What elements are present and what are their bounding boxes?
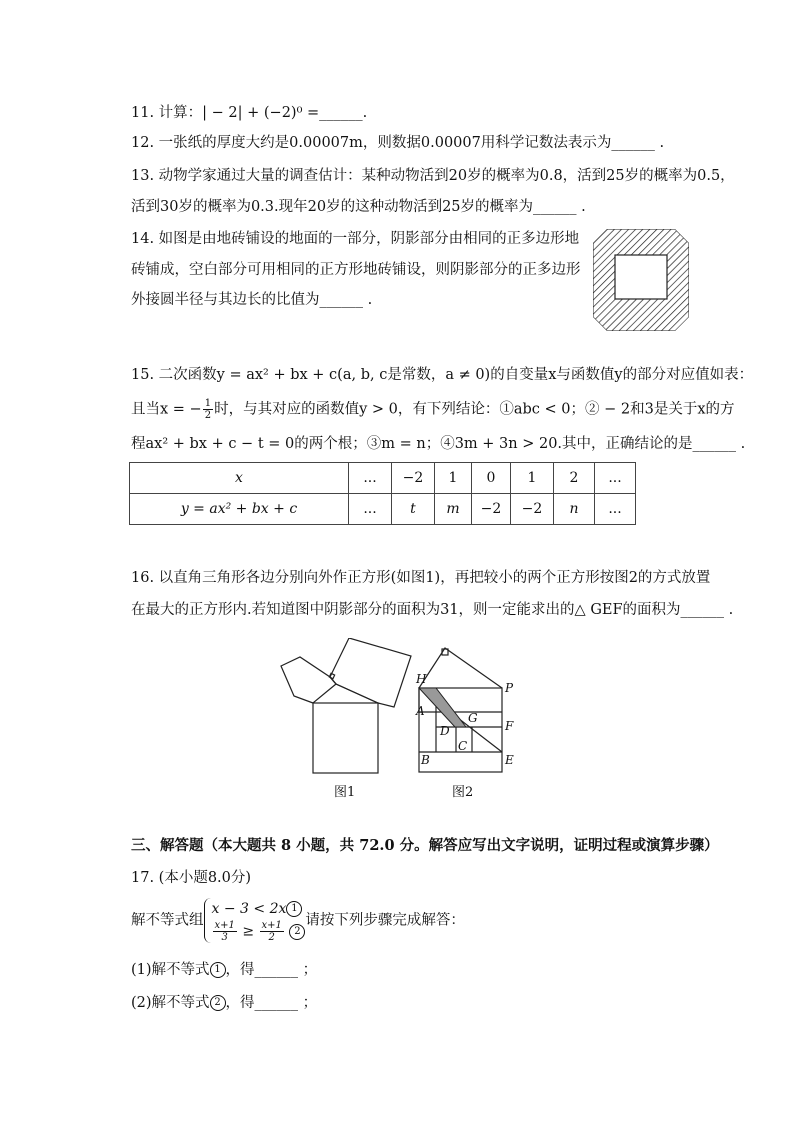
question-16-line2: 在最大的正方形内.若知道图中阴影部分的面积为31，则一定能求出的△ GEF的面积为______ .: [131, 602, 734, 618]
table-row: [130, 463, 636, 494]
question-14-line1: 14. 如图是由地砖铺设的地面的一部分，阴影部分由相同的正多边形地: [131, 231, 580, 247]
table-cell: ...: [595, 494, 636, 525]
figure-1: [278, 638, 414, 776]
q15-line2-start: 且当x = −: [131, 401, 202, 418]
table-cell: x: [130, 463, 349, 494]
table-cell: 0: [472, 463, 511, 494]
table-cell: n: [554, 494, 595, 525]
figure-2: [410, 640, 530, 776]
table-cell: m: [435, 494, 472, 525]
label-p: P: [505, 681, 514, 695]
label-b: B: [421, 753, 430, 767]
label-c: C: [458, 739, 468, 753]
question-15-line3: 程ax² + bx + c − t = 0的两个根；③m = n；④3m + 3n > 20.其中，正确结论的是______ .: [131, 436, 746, 452]
question-13-line2: 活到30岁的概率为0.3.现年20岁的这种动物活到25岁的概率为______ .: [131, 199, 586, 215]
system-suffix: 请按下列步骤完成解答：: [305, 912, 465, 929]
table-cell: 1: [511, 463, 554, 494]
table-cell: 1: [435, 463, 472, 494]
question-15-line2: [131, 398, 735, 421]
table-cell: ...: [349, 463, 392, 494]
question-14-line3: 外接圆半径与其边长的比值为______ .: [131, 292, 373, 308]
question-13-line1: 13. 动物学家通过大量的调查估计：某种动物活到20岁的概率为0.8，活到25岁的概率为0.5，: [131, 168, 735, 184]
question-15-line1: 15. 二次函数y = ax² + bx + c(a, b, c是常数，a ≠ 0)的自变量x与函数值y的部分对应值如表：: [131, 367, 754, 383]
label-e: E: [505, 753, 514, 767]
system-prefix: 解不等式组: [131, 912, 204, 929]
question-11: 11. 计算：| − 2| + (−2)⁰ =______.: [131, 105, 368, 121]
inequality-1: x − 3 < 2x 1: [212, 898, 306, 920]
label-a: A: [416, 704, 425, 718]
question-17-header: 17. (本小题8.0分): [131, 870, 252, 886]
table-cell: −2: [392, 463, 435, 494]
table-cell: −2: [511, 494, 554, 525]
label-d: D: [440, 724, 450, 738]
question-14-line2: 砖铺成，空白部分可用相同的正方形地砖铺设，则阴影部分的正多边形: [131, 262, 581, 278]
inequality-2: $\frac{x+1}{3}$ ≥ $\frac{x+1}{2}$ 2: [212, 920, 306, 943]
inequality-system: [131, 898, 465, 943]
step-1: (1)解不等式 1 ，得______ ；: [131, 962, 318, 978]
question-16-line1: 16. 以直角三角形各边分别向外作正方形(如图1)，再把较小的两个正方形按图2的方式放置: [131, 570, 711, 586]
table-row: [130, 494, 636, 525]
half-fraction: $\frac{1}{2}$: [204, 398, 212, 421]
q15-line2-end: 时，与其对应的函数值y > 0，有下列结论：①abc < 0；② − 2和3是关于x的方: [214, 401, 735, 418]
figure-2-caption: 图2: [452, 785, 474, 800]
table-cell: ...: [595, 463, 636, 494]
question-12: 12. 一张纸的厚度大约是0.00007m，则数据0.00007用科学记数法表示为______ .: [131, 135, 665, 151]
value-table: [129, 462, 636, 525]
tile-figure: [593, 229, 689, 331]
table-cell: ...: [349, 494, 392, 525]
label-g: G: [468, 711, 478, 725]
table-cell: y = ax² + bx + c: [130, 494, 349, 525]
table-cell: 2: [554, 463, 595, 494]
figure-1-caption: 图1: [334, 785, 356, 800]
label-f: F: [505, 719, 514, 733]
step-2: (2)解不等式 2 ，得______ ；: [131, 995, 318, 1011]
table-cell: −2: [472, 494, 511, 525]
label-h: H: [416, 672, 427, 686]
table-cell: t: [392, 494, 435, 525]
system-brace: [204, 898, 306, 943]
section-3-heading: 三、解答题（本大题共 8 小题，共 72.0 分。解答应写出文字说明，证明过程或演算步骤）: [131, 837, 719, 854]
